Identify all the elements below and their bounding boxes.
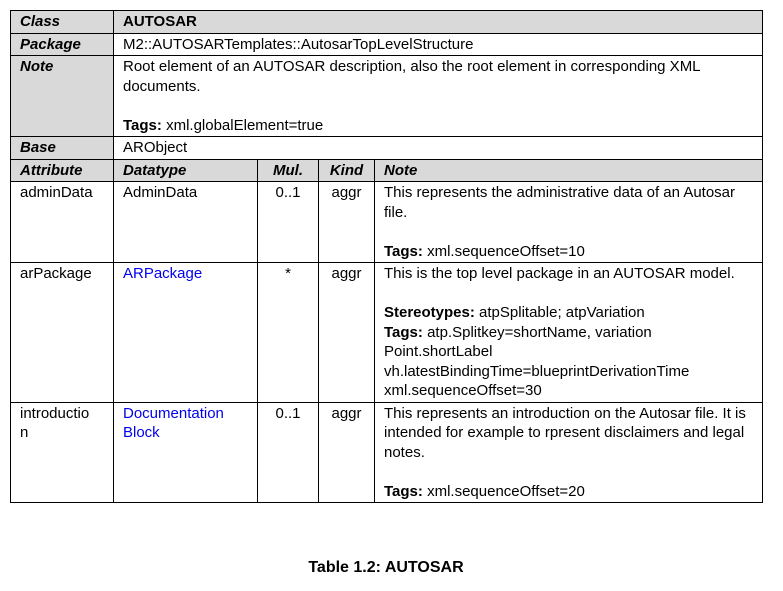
column-header-row bbox=[11, 159, 763, 182]
row-note-text: This represents the administrative data of an Autosar file. bbox=[384, 184, 736, 221]
row-tags-line: atp.Splitkey=shortName, variation bbox=[427, 323, 652, 341]
kind-cell: aggr bbox=[319, 402, 375, 503]
mul-cell: 0..1 bbox=[258, 402, 319, 503]
mul-cell: * bbox=[258, 263, 319, 403]
note-cell bbox=[375, 182, 763, 263]
attribute-name: arPackage bbox=[20, 265, 92, 282]
column-header-mul: Mul. bbox=[258, 159, 319, 182]
note-tags-label: Tags: bbox=[123, 116, 162, 134]
row-tags-label: Tags: bbox=[384, 482, 423, 500]
row-tags-value: xml.sequenceOffset=20 bbox=[427, 482, 585, 500]
attribute-name-part: introductio bbox=[20, 404, 90, 422]
table-caption: Table 1.2: AUTOSAR bbox=[308, 559, 464, 576]
attribute-name-part: n bbox=[20, 424, 29, 441]
datatype-link-documentation-block[interactable]: Block bbox=[123, 424, 160, 441]
column-header-kind: Kind bbox=[319, 159, 375, 182]
column-header-attribute: Attribute bbox=[11, 159, 114, 182]
base-value: ARObject bbox=[114, 137, 763, 160]
row-tags-line: Point.shortLabel bbox=[384, 343, 493, 360]
datatype-name: AdminData bbox=[123, 184, 198, 201]
row-tags-line: vh.latestBindingTime=blueprintDerivationTime bbox=[384, 362, 690, 380]
note-tags-value: xml.globalElement=true bbox=[166, 116, 324, 134]
mul-cell: 0..1 bbox=[258, 182, 319, 263]
package-value: M2::AUTOSARTemplates::AutosarTopLevelStructure bbox=[114, 33, 763, 56]
row-stereotypes bbox=[384, 303, 756, 323]
package-row bbox=[11, 33, 763, 56]
base-row bbox=[11, 137, 763, 160]
datatype-cell bbox=[114, 182, 258, 263]
row-note-text: This is the top level package in an AUTOSAR model. bbox=[384, 265, 735, 282]
attribute-cell bbox=[11, 263, 114, 403]
note-cell bbox=[375, 263, 763, 403]
note-tags bbox=[123, 116, 756, 136]
row-note-text: This represents an introduction on the Autosar file. It is intended for example to rpresent disclaimers and legal notes. bbox=[384, 404, 746, 461]
class-label: Class bbox=[11, 11, 114, 34]
row-tags-value: xml.sequenceOffset=10 bbox=[427, 242, 585, 260]
note-row bbox=[11, 56, 763, 137]
column-header-datatype: Datatype bbox=[114, 159, 258, 182]
row-tags-label: Tags: bbox=[384, 323, 423, 341]
row-tags-line: xml.sequenceOffset=30 bbox=[384, 382, 542, 399]
attribute-name: adminData bbox=[20, 184, 93, 201]
class-name: AUTOSAR bbox=[114, 11, 763, 34]
table-row bbox=[11, 263, 763, 403]
row-tags bbox=[384, 242, 756, 262]
datatype-cell bbox=[114, 402, 258, 503]
note-label: Note bbox=[11, 56, 114, 137]
base-label: Base bbox=[11, 137, 114, 160]
datatype-link-documentation-block[interactable]: Documentation bbox=[123, 404, 224, 422]
attribute-cell bbox=[11, 402, 114, 503]
table-row bbox=[11, 402, 763, 503]
class-table bbox=[10, 10, 763, 503]
row-stereotypes-label: Stereotypes: bbox=[384, 304, 475, 321]
datatype-cell bbox=[114, 263, 258, 403]
package-label: Package bbox=[11, 33, 114, 56]
kind-cell: aggr bbox=[319, 263, 375, 403]
note-cell bbox=[114, 56, 763, 137]
row-tags bbox=[384, 482, 756, 502]
row-tags bbox=[384, 323, 756, 343]
attribute-cell bbox=[11, 182, 114, 263]
datatype-link-arpackage[interactable]: ARPackage bbox=[123, 265, 203, 282]
class-row bbox=[11, 11, 763, 34]
table-row bbox=[11, 182, 763, 263]
row-stereotypes-value: atpSplitable; atpVariation bbox=[479, 304, 645, 321]
column-header-note: Note bbox=[375, 159, 763, 182]
kind-cell: aggr bbox=[319, 182, 375, 263]
row-tags-label: Tags: bbox=[384, 242, 423, 260]
note-cell bbox=[375, 402, 763, 503]
note-text: Root element of an AUTOSAR description, also the root element in corresponding XML documents. bbox=[123, 58, 700, 95]
